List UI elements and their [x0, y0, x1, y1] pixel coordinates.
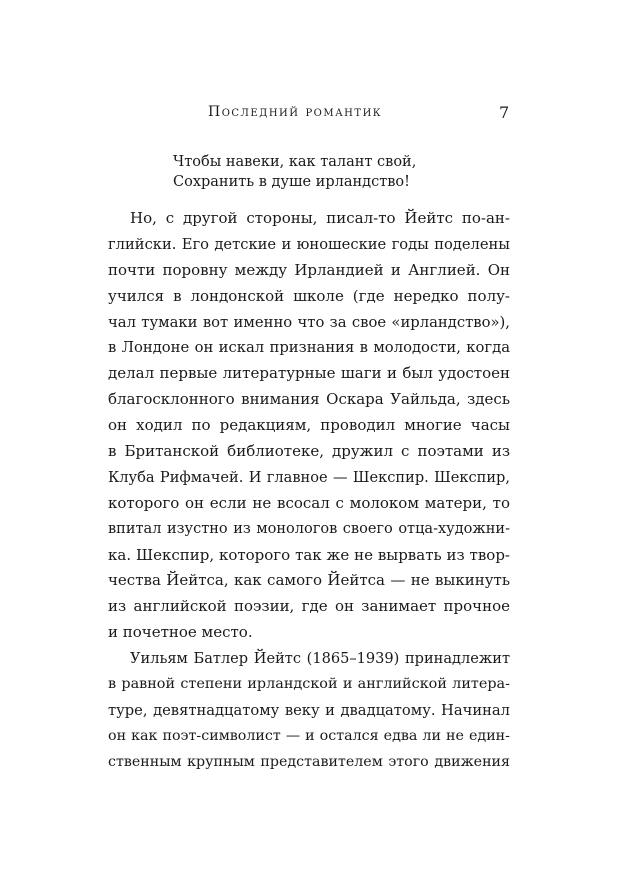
paragraph-line: учился в лондонской школе (где нередко полу- — [108, 286, 510, 305]
paragraph-line: он как поэт-символист — и остался едва ли не един- — [108, 727, 510, 744]
running-head-title: Последний романтик — [208, 104, 383, 120]
paragraph-line: делал первые литературные шаги и был удостоен — [108, 364, 510, 383]
paragraph-line: в Лондоне он искал признания в молодости, когда — [108, 339, 510, 357]
verse-quote — [173, 152, 416, 192]
paragraph-line: и почетное место. — [108, 623, 253, 642]
paragraph-line: ка. Шекспир, которого так же не вырвать из твор- — [108, 545, 510, 564]
paragraph-line: ственным крупным представителем этого движения — [108, 753, 510, 770]
paragraph-line: почти поровну между Ирландией и Англией. Он — [108, 260, 510, 279]
paragraph-line: из английской поэзии, где он занимает прочное — [108, 597, 510, 616]
paragraph-line: Клуба Рифмачей. И главное — Шекспир. Шекспир, — [108, 468, 510, 486]
paragraph-line: чал тумаки вот именно что за свое «ирландство»), — [108, 313, 510, 331]
paragraph-line: благосклонного внимания Оскара Уайльда, здесь — [108, 390, 510, 409]
paragraph-line: Уильям Батлер Йейтс (1865–1939) принадлежит — [130, 650, 510, 668]
paragraph-line: туре, девятнадцатому веку и двадцатому. Начинал — [108, 701, 510, 719]
paragraph-line: в Британской библиотеке, дружил с поэтами из — [108, 442, 510, 461]
verse-line: Чтобы навеки, как талант свой, — [173, 154, 417, 170]
paragraph-line: он ходил по редакциям, проводил многие часы — [108, 416, 510, 435]
paragraph-line: глийски. Его детские и юношеские годы поделены — [108, 235, 510, 253]
page-number: 7 — [499, 103, 510, 122]
paragraph-line: которого он если не всосал с молоком матери, то — [108, 493, 510, 512]
body-text — [108, 206, 510, 776]
paragraph-line: чества Йейтса, как самого Йейтса — не выкинуть — [108, 571, 510, 590]
verse-line: Сохранить в душе ирландство! — [173, 174, 410, 190]
paragraph-line: в равной степени ирландской и английской литера- — [108, 676, 510, 693]
paragraph-line: впитал изустно из монологов своего отца-художни- — [108, 520, 510, 537]
paragraph-line: Но, с другой стороны, писал-то Йейтс по-ан- — [130, 209, 510, 227]
